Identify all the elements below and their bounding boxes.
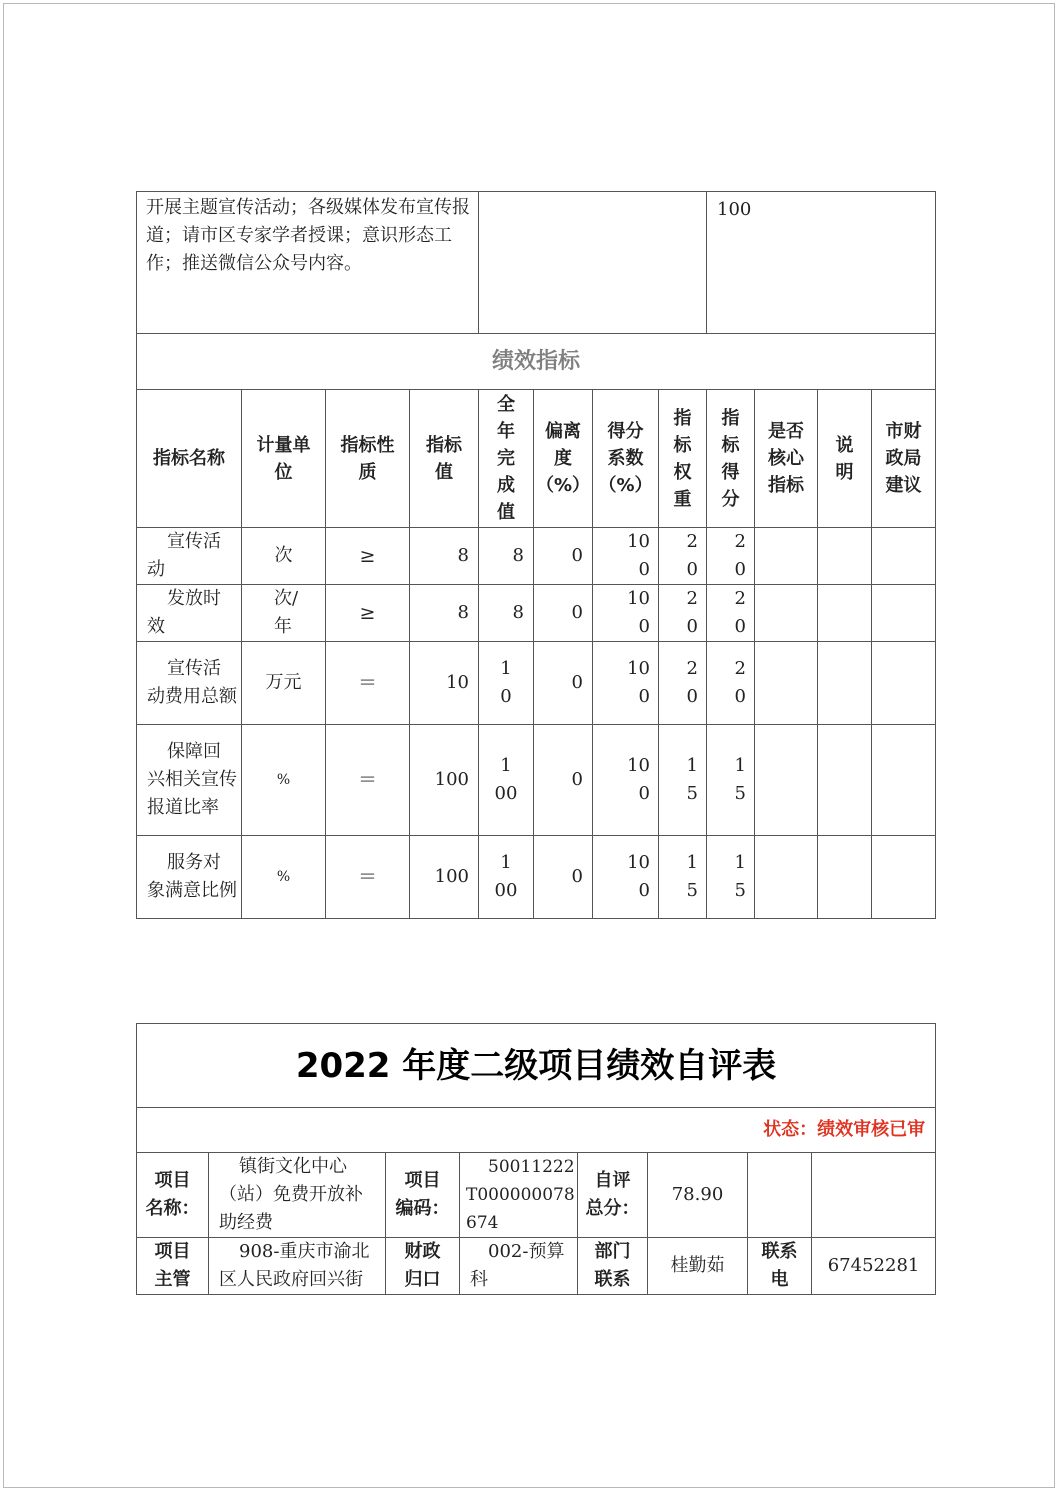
metric-nature: ≥ — [326, 528, 410, 585]
metric-target: 100 — [410, 725, 479, 836]
metric-weight: 1 5 — [659, 725, 707, 836]
metric-deviation: 0 — [534, 725, 593, 836]
metric-core — [755, 836, 818, 919]
metric-deviation: 0 — [534, 585, 593, 642]
phone-value: 67452281 — [812, 1238, 936, 1295]
metric-target: 8 — [410, 585, 479, 642]
header-weight: 指 标 权 重 — [659, 390, 707, 528]
table-row — [137, 642, 936, 725]
supervisor-value: 908-重庆市渝北 区人民政府回兴街 — [209, 1238, 386, 1295]
metric-unit: 万元 — [242, 642, 326, 725]
table-row — [137, 528, 936, 585]
metrics-header-row — [137, 390, 936, 528]
activity-description: 开展主题宣传活动；各级媒体发布宣传报道；请市区专家学者授课；意识形态工作；推送微信公众号内容。 — [137, 192, 479, 334]
metric-advice — [872, 528, 936, 585]
metric-unit: % — [242, 725, 326, 836]
table-row — [137, 585, 936, 642]
header-metric-name: 指标名称 — [137, 390, 242, 528]
status-badge: 状态：绩效审核已审 — [137, 1108, 936, 1153]
metric-coefficient: 10 0 — [593, 585, 659, 642]
metric-coefficient: 10 0 — [593, 725, 659, 836]
metric-core — [755, 725, 818, 836]
metric-unit: 次 — [242, 528, 326, 585]
header-deviation: 偏离 度 （%） — [534, 390, 593, 528]
project-code-value: 50011222 T000000078 674 — [460, 1153, 578, 1238]
finance-value: 002-预算 科 — [460, 1238, 578, 1295]
project-name-label: 项目 名称： — [137, 1153, 209, 1238]
metric-actual: 8 — [479, 528, 534, 585]
project-name-value: 镇街文化中心 （站）免费开放补 助经费 — [209, 1153, 386, 1238]
self-score-value: 78.90 — [648, 1153, 748, 1238]
contact-label: 部门 联系 — [578, 1238, 648, 1295]
metric-score: 1 5 — [707, 725, 755, 836]
metric-unit: 次/ 年 — [242, 585, 326, 642]
metric-name: 服务对象满意比例 — [137, 836, 242, 919]
header-coefficient: 得分 系数 （%） — [593, 390, 659, 528]
metric-deviation: 0 — [534, 528, 593, 585]
activity-mid-cell — [479, 192, 707, 334]
performance-table — [136, 191, 936, 919]
metric-name: 宣传活动 — [137, 528, 242, 585]
metric-note — [818, 725, 872, 836]
metric-advice — [872, 585, 936, 642]
metric-target: 10 — [410, 642, 479, 725]
metric-actual: 1 0 — [479, 642, 534, 725]
blank-cell-2 — [812, 1153, 936, 1238]
metric-note — [818, 528, 872, 585]
metric-advice — [872, 836, 936, 919]
header-score: 指 标 得 分 — [707, 390, 755, 528]
metric-deviation: 0 — [534, 642, 593, 725]
header-note: 说 明 — [818, 390, 872, 528]
project-info-row — [137, 1153, 936, 1238]
header-unit: 计量单 位 — [242, 390, 326, 528]
phone-label: 联系 电 — [748, 1238, 812, 1295]
metric-coefficient: 10 0 — [593, 836, 659, 919]
header-nature: 指标性 质 — [326, 390, 410, 528]
metric-name: 保障回兴相关宣传报道比率 — [137, 725, 242, 836]
header-actual: 全 年 完 成 值 — [479, 390, 534, 528]
self-evaluation-form — [136, 1023, 936, 1295]
metric-weight: 2 0 — [659, 585, 707, 642]
metric-score: 2 0 — [707, 528, 755, 585]
activity-score: 100 — [707, 192, 936, 334]
metric-nature: ≥ — [326, 585, 410, 642]
metric-name: 发放时效 — [137, 585, 242, 642]
metric-note — [818, 642, 872, 725]
metric-core — [755, 642, 818, 725]
metric-nature: ＝ — [326, 725, 410, 836]
metric-note — [818, 585, 872, 642]
header-advice: 市财 政局 建议 — [872, 390, 936, 528]
metric-coefficient: 10 0 — [593, 642, 659, 725]
header-core: 是否 核心 指标 — [755, 390, 818, 528]
metric-core — [755, 528, 818, 585]
metric-actual: 1 00 — [479, 836, 534, 919]
metric-target: 8 — [410, 528, 479, 585]
metric-nature: ＝ — [326, 836, 410, 919]
metrics-section-title: 绩效指标 — [137, 334, 936, 390]
metric-note — [818, 836, 872, 919]
self-score-label: 自评 总分： — [578, 1153, 648, 1238]
metric-target: 100 — [410, 836, 479, 919]
metric-advice — [872, 642, 936, 725]
activity-row — [137, 192, 936, 334]
metric-name: 宣传活动费用总额 — [137, 642, 242, 725]
metric-deviation: 0 — [534, 836, 593, 919]
contact-value: 桂勤茹 — [648, 1238, 748, 1295]
form-title: 2022 年度二级项目绩效自评表 — [137, 1024, 936, 1108]
blank-cell-1 — [748, 1153, 812, 1238]
header-target: 指标 值 — [410, 390, 479, 528]
table-row — [137, 725, 936, 836]
metric-score: 2 0 — [707, 585, 755, 642]
project-code-label: 项目 编码： — [386, 1153, 460, 1238]
table-row — [137, 836, 936, 919]
metric-actual: 8 — [479, 585, 534, 642]
metric-weight: 2 0 — [659, 642, 707, 725]
metric-weight: 2 0 — [659, 528, 707, 585]
finance-label: 财政 归口 — [386, 1238, 460, 1295]
management-info-row — [137, 1238, 936, 1295]
metric-advice — [872, 725, 936, 836]
metric-coefficient: 10 0 — [593, 528, 659, 585]
metric-weight: 1 5 — [659, 836, 707, 919]
metric-score: 1 5 — [707, 836, 755, 919]
supervisor-label: 项目 主管 — [137, 1238, 209, 1295]
metric-unit: % — [242, 836, 326, 919]
metric-actual: 1 00 — [479, 725, 534, 836]
metric-nature: ＝ — [326, 642, 410, 725]
metric-core — [755, 585, 818, 642]
metric-score: 2 0 — [707, 642, 755, 725]
